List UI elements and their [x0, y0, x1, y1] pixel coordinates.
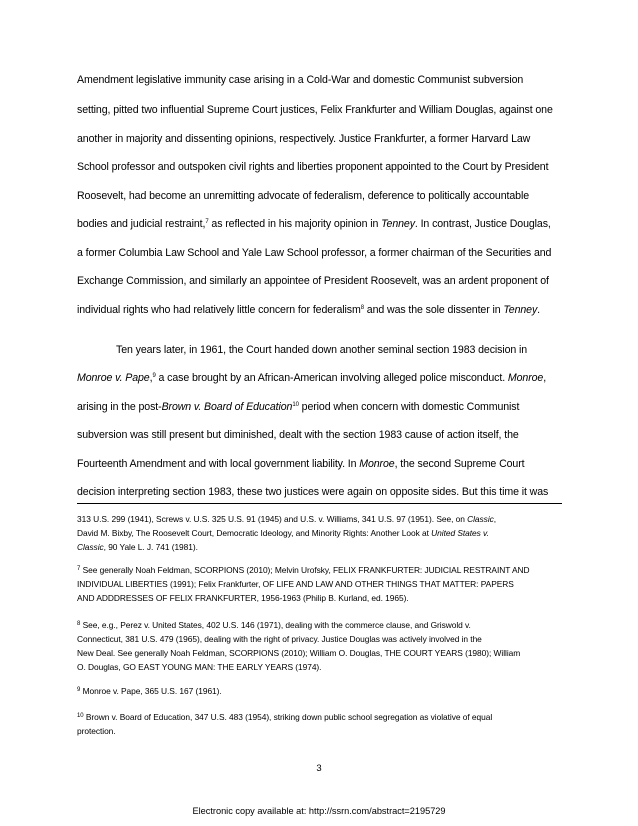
footnote-line: INDIVIDUAL LIBERTIES (1991); Felix Frankfurter, OF LIFE AND LAW AND OTHER THINGS THAT MATTER: PAPERS — [77, 579, 514, 589]
footnote-line: Connecticut, 381 U.S. 479 (1965), dealing with the right of privacy. Justice Douglas was actively involved in the — [77, 634, 482, 644]
footnote-separator — [77, 503, 562, 504]
footnote-ref[interactable]: 8 — [360, 305, 364, 311]
body-line: a former Columbia Law School and Yale Law School professor, a former chairman of the Securities and — [77, 247, 552, 259]
footnote-ref[interactable]: 9 — [152, 373, 156, 379]
body-line: setting, pitted two influential Supreme Court justices, Felix Frankfurter and William Douglas, against one — [77, 104, 553, 116]
body-line: bodies and judicial restraint,$^7$ as reflected in his majority opinion in Tenney. In contrast, Justice Douglas, — [77, 218, 551, 230]
body-line: subversion was still present but diminished, dealt with the section 1983 cause of action itself, the — [77, 429, 519, 441]
footnote-line: protection. — [77, 726, 116, 736]
body-line: Monroe v. Pape,$^9$ a case brought by an African-American involving alleged police misconduct. Monroe, — [77, 372, 547, 384]
footnote-line: David M. Bixby, The Roosevelt Court, Democratic Ideology, and Minority Rights: Another Look at United States v. — [77, 528, 489, 538]
body-line: another in majority and dissenting opinions, respectively. Justice Frankfurter, a former Harvard Law — [77, 133, 531, 145]
footnote-ref[interactable]: 10 — [292, 402, 299, 408]
footnote-line: New Deal. See generally Noah Feldman, SCORPIONS (2010); William O. Douglas, THE COURT YEARS (1980); William — [77, 648, 521, 658]
footnote-number: 7 — [77, 566, 81, 572]
body-line: individual rights who had relatively little concern for federalism$^8$ and was the sole dissenter in Tenney. — [77, 304, 540, 316]
body-line: School professor and outspoken civil rights and liberties proponent appointed to the Court by President — [77, 161, 549, 173]
footnote-number: 8 — [77, 621, 81, 627]
footnote-number: 9 — [77, 687, 81, 693]
footnote-number: 10 — [77, 713, 84, 719]
footnote-line: 313 U.S. 299 (1941), Screws v. U.S. 325 U.S. 91 (1945) and U.S. v. Williams, 341 U.S. 97 (1951). See, on Classic, — [77, 514, 497, 524]
body-line: decision interpreting section 1983, these two justices were again on opposite sides. But this time it was — [77, 486, 549, 498]
footnote-line: Classic, 90 Yale L. J. 741 (1981). — [77, 542, 198, 552]
footnote-8: $^8$ See, e.g., Perez v. United States, 402 U.S. 146 (1971), dealing with the commerce clause, and Griswold v. — [77, 620, 471, 630]
body-line: arising in the post-Brown v. Board of Education$^{10}$ period when concern with domestic Communist — [77, 401, 520, 413]
footnote-line: O. Douglas, GO EAST YOUNG MAN: THE EARLY YEARS (1974). — [77, 662, 322, 672]
footnote-line: AND ADDDRESSES OF FELIX FRANKFURTER, 1956-1963 (Philip B. Kurland, ed. 1965). — [77, 593, 409, 603]
page-number: 3 — [316, 763, 322, 774]
footnote-ref[interactable]: 7 — [205, 219, 209, 225]
body-line: Exchange Commission, and similarly an appointee of President Roosevelt, was an ardent proponent of — [77, 275, 549, 287]
footnote-9: $^9$ Monroe v. Pape, 365 U.S. 167 (1961). — [77, 686, 222, 696]
body-line: Ten years later, in 1961, the Court handed down another seminal section 1983 decision in — [116, 344, 528, 356]
footnote-10: $^{10}$ Brown v. Board of Education, 347 U.S. 483 (1954), striking down public school segregation as violative of equal — [77, 712, 493, 722]
ssrn-footer: Electronic copy available at: http://ssrn.com/abstract=2195729 — [192, 806, 446, 816]
body-line: Amendment legislative immunity case arising in a Cold-War and domestic Communist subversion — [77, 74, 524, 86]
body-line: Roosevelt, had become an unremitting advocate of federalism, deference to politically accountable — [77, 190, 529, 202]
body-line: Fourteenth Amendment and with local government liability. In Monroe, the second Supreme Court — [77, 458, 525, 470]
footnote-7: $^7$ See generally Noah Feldman, SCORPIONS (2010); Melvin Urofsky, FELIX FRANKFURTER: JUDICIAL RESTRAINT AND — [77, 565, 530, 575]
